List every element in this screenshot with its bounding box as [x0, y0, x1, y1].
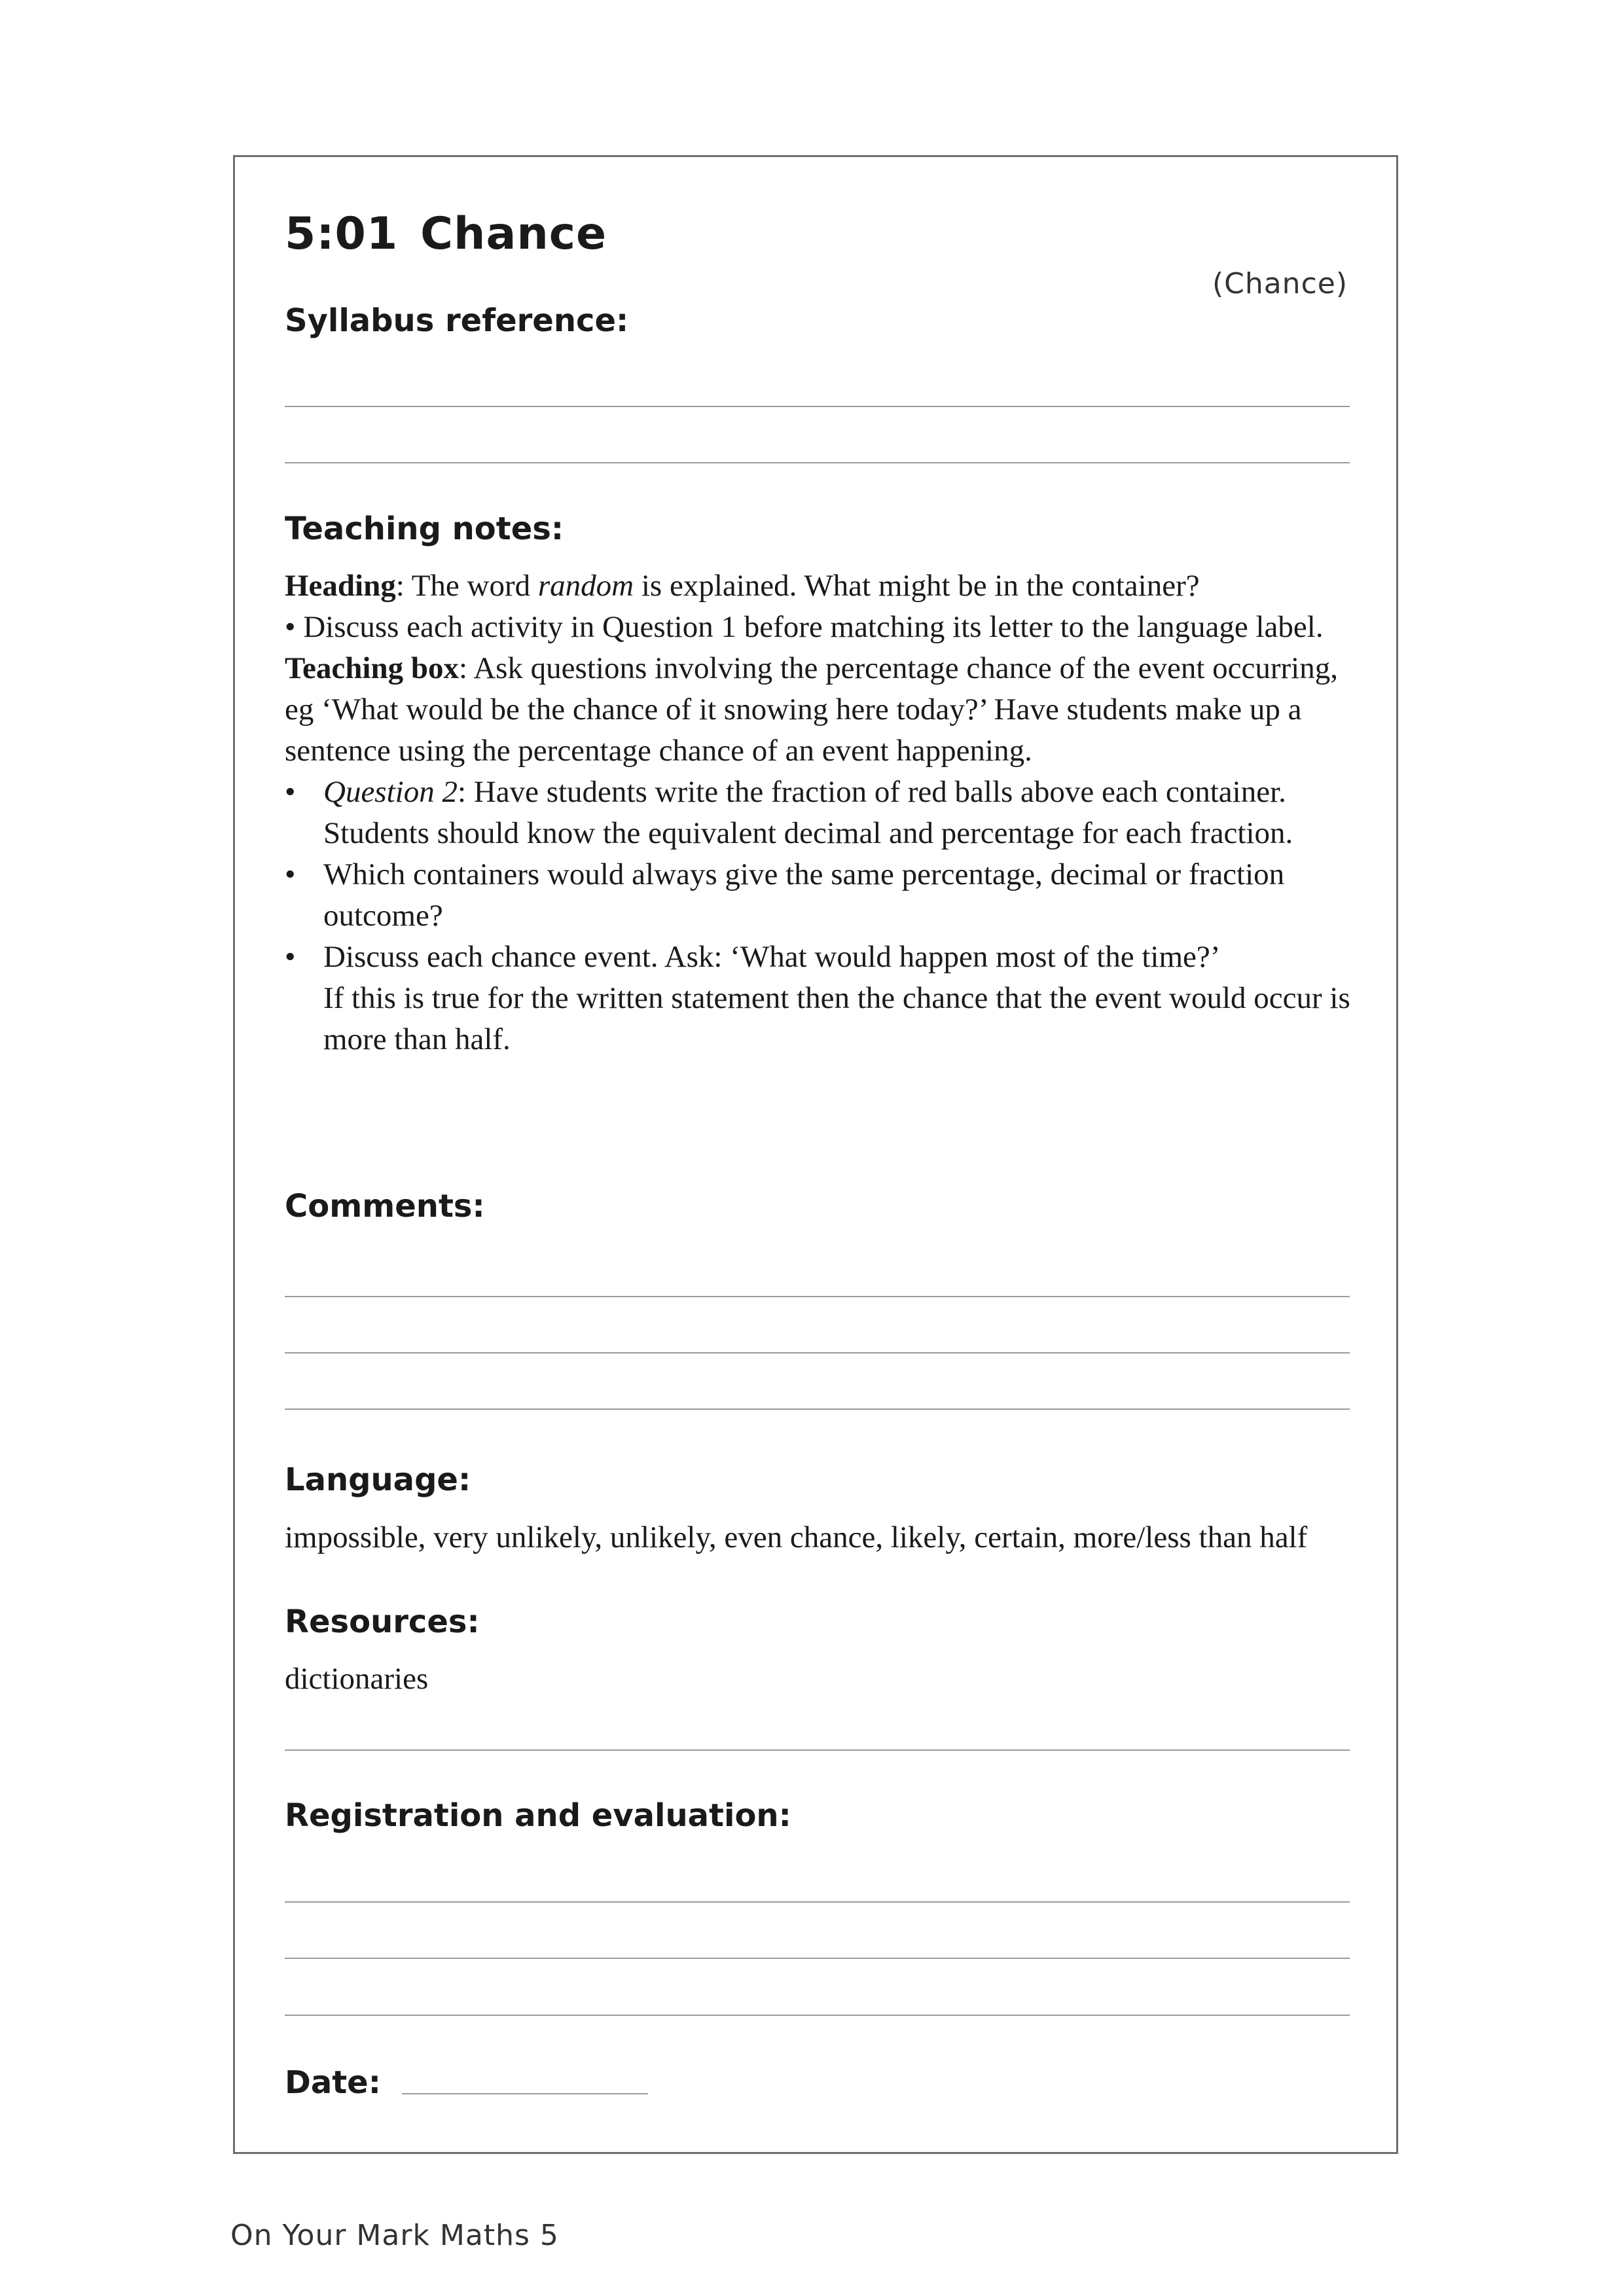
chance-event-line-2: If this is true for the written statement then the chance that the event would occur is more than half.: [323, 981, 1350, 1056]
teaching-bullets: [285, 772, 1358, 1060]
lesson-name: Chance: [420, 208, 607, 260]
question-2-text: : Have students write the fraction of red balls above each container. Students should know the equivalent decimal and percentage for each fraction.: [323, 775, 1293, 850]
question-2-label: Question 2: [323, 775, 458, 809]
footer-text: On Your Mark Maths 5: [230, 2219, 559, 2252]
date-line: [402, 2093, 648, 2094]
bullet-icon: •: [285, 940, 296, 974]
heading-note-text-2: is explained. What might be in the container?: [634, 569, 1200, 603]
bullet-icon: •: [285, 775, 296, 809]
heading-note-text: : The word: [395, 569, 538, 603]
list-item: [285, 854, 1358, 937]
registration-heading: Registration and evaluation:: [285, 1797, 791, 1834]
syllabus-heading: Syllabus reference:: [285, 302, 629, 339]
syllabus-line-1: [285, 406, 1350, 407]
teaching-notes-heading: Teaching notes:: [285, 511, 564, 547]
resources-line: [285, 1749, 1350, 1751]
comments-heading: Comments:: [285, 1188, 485, 1225]
lesson-number: 5:01: [285, 208, 399, 260]
heading-bullet: • Discuss each activity in Question 1 before matching its letter to the language label.: [285, 610, 1324, 644]
heading-note-label: Heading: [285, 569, 396, 603]
lesson-title: [285, 208, 607, 260]
comments-line-2: [285, 1352, 1350, 1354]
language-heading: Language:: [285, 1462, 471, 1498]
syllabus-line-2: [285, 462, 1350, 463]
bullet-icon: •: [285, 857, 296, 891]
language-text: impossible, very unlikely, unlikely, even chance, likely, certain, more/less than half: [285, 1520, 1308, 1554]
resources-text: dictionaries: [285, 1662, 429, 1696]
containers-text: Which containers would always give the same percentage, decimal or fraction outcome?: [323, 857, 1285, 933]
list-item: [285, 937, 1358, 1060]
registration-line-3: [285, 2015, 1350, 2016]
page-frame: [233, 155, 1398, 2154]
comments-line-3: [285, 1408, 1350, 1410]
comments-line-1: [285, 1296, 1350, 1297]
registration-line-1: [285, 1901, 1350, 1903]
teaching-box-text: : Ask questions involving the percentage chance of the event occurring, eg ‘What would be the chance of it snowing here today?’ Have students make up a sentence using the percentage chance of an event happening.: [285, 651, 1338, 768]
heading-note: [285, 565, 1358, 607]
strand-label: (Chance): [1212, 267, 1348, 300]
resources-heading: Resources:: [285, 1604, 480, 1640]
chance-event-line-1: Discuss each chance event. Ask: ‘What would happen most of the time?’: [323, 940, 1221, 974]
heading-note-italic: random: [537, 569, 634, 603]
registration-line-2: [285, 1958, 1350, 1959]
teaching-notes-body: [285, 565, 1358, 1060]
list-item: [285, 772, 1358, 854]
teaching-box-note: [285, 648, 1358, 772]
teaching-box-label: Teaching box: [285, 651, 459, 685]
date-label: Date:: [285, 2064, 381, 2101]
